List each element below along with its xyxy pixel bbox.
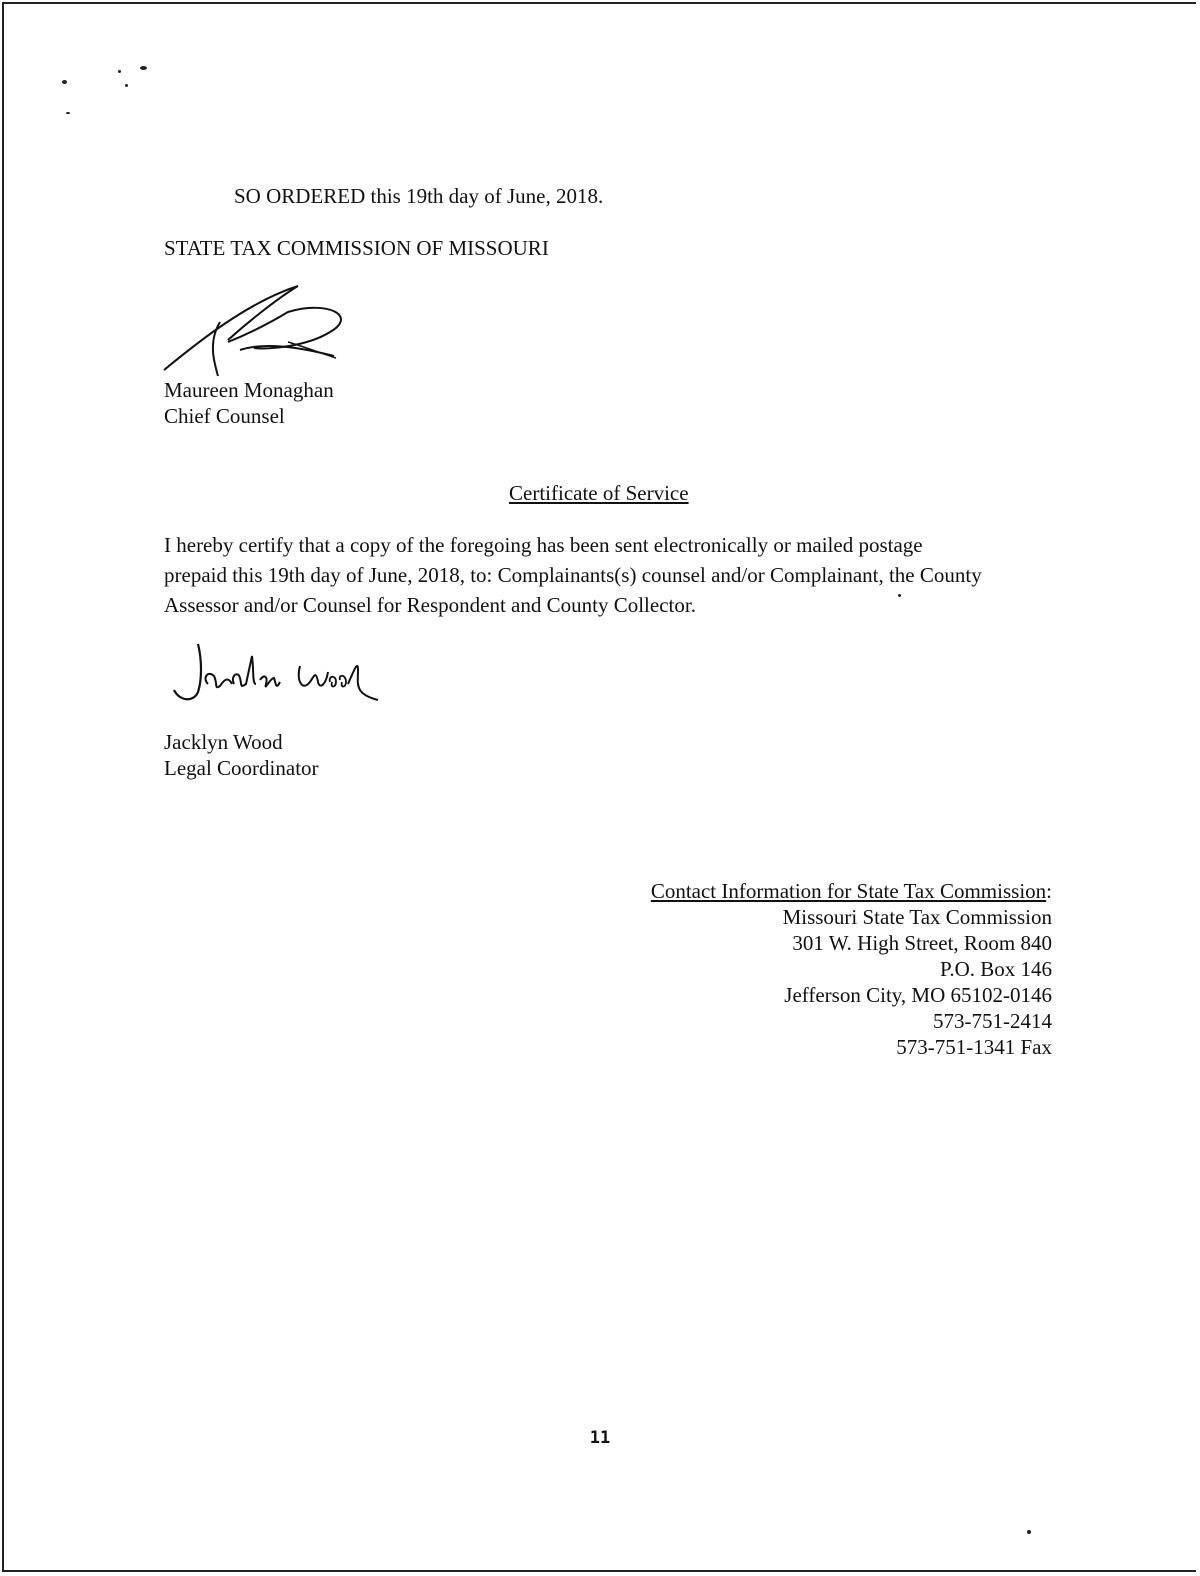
scan-speck [66,112,70,114]
scan-speck [1027,1530,1031,1534]
signer-title-monaghan: Chief Counsel [164,404,285,428]
commission-name: STATE TAX COMMISSION OF MISSOURI [164,236,549,260]
scan-speck [140,66,147,70]
certificate-line: I hereby certify that a copy of the foregoing has been sent electronically or mailed postage [164,533,923,557]
scan-speck [62,80,67,84]
contact-line: Missouri State Tax Commission [782,905,1052,929]
contact-line: Jefferson City, MO 65102-0146 [784,983,1052,1007]
signature-monaghan-icon [158,282,358,382]
certificate-heading: Certificate of Service [509,481,689,505]
certificate-line: prepaid this 19th day of June, 2018, to: Complainants(s) counsel and/or Complainant, the County [164,563,982,587]
contact-block [560,878,1052,1060]
contact-heading-text: Contact Information for State Tax Commission [650,879,1047,903]
signer-name-monaghan: Maureen Monaghan [164,378,334,402]
contact-line: 301 W. High Street, Room 840 [792,931,1052,955]
so-ordered-line: SO ORDERED this 19th day of June, 2018. [234,184,604,208]
certificate-line: Assessor and/or Counsel for Respondent and County Collector. [164,593,696,617]
page-number: 11 [589,1428,611,1448]
scan-speck [125,84,128,87]
signature-wood-icon [168,640,388,710]
signer-title-wood: Legal Coordinator [164,756,319,780]
certificate-paragraph [164,530,1064,620]
contact-line: 573-751-1341 Fax [896,1035,1052,1059]
contact-heading [560,878,1052,904]
contact-heading-colon: : [1046,879,1052,903]
contact-line: 573-751-2414 [933,1009,1052,1033]
contact-line: P.O. Box 146 [939,957,1052,981]
scan-speck [118,70,121,73]
signer-name-wood: Jacklyn Wood [164,730,283,754]
